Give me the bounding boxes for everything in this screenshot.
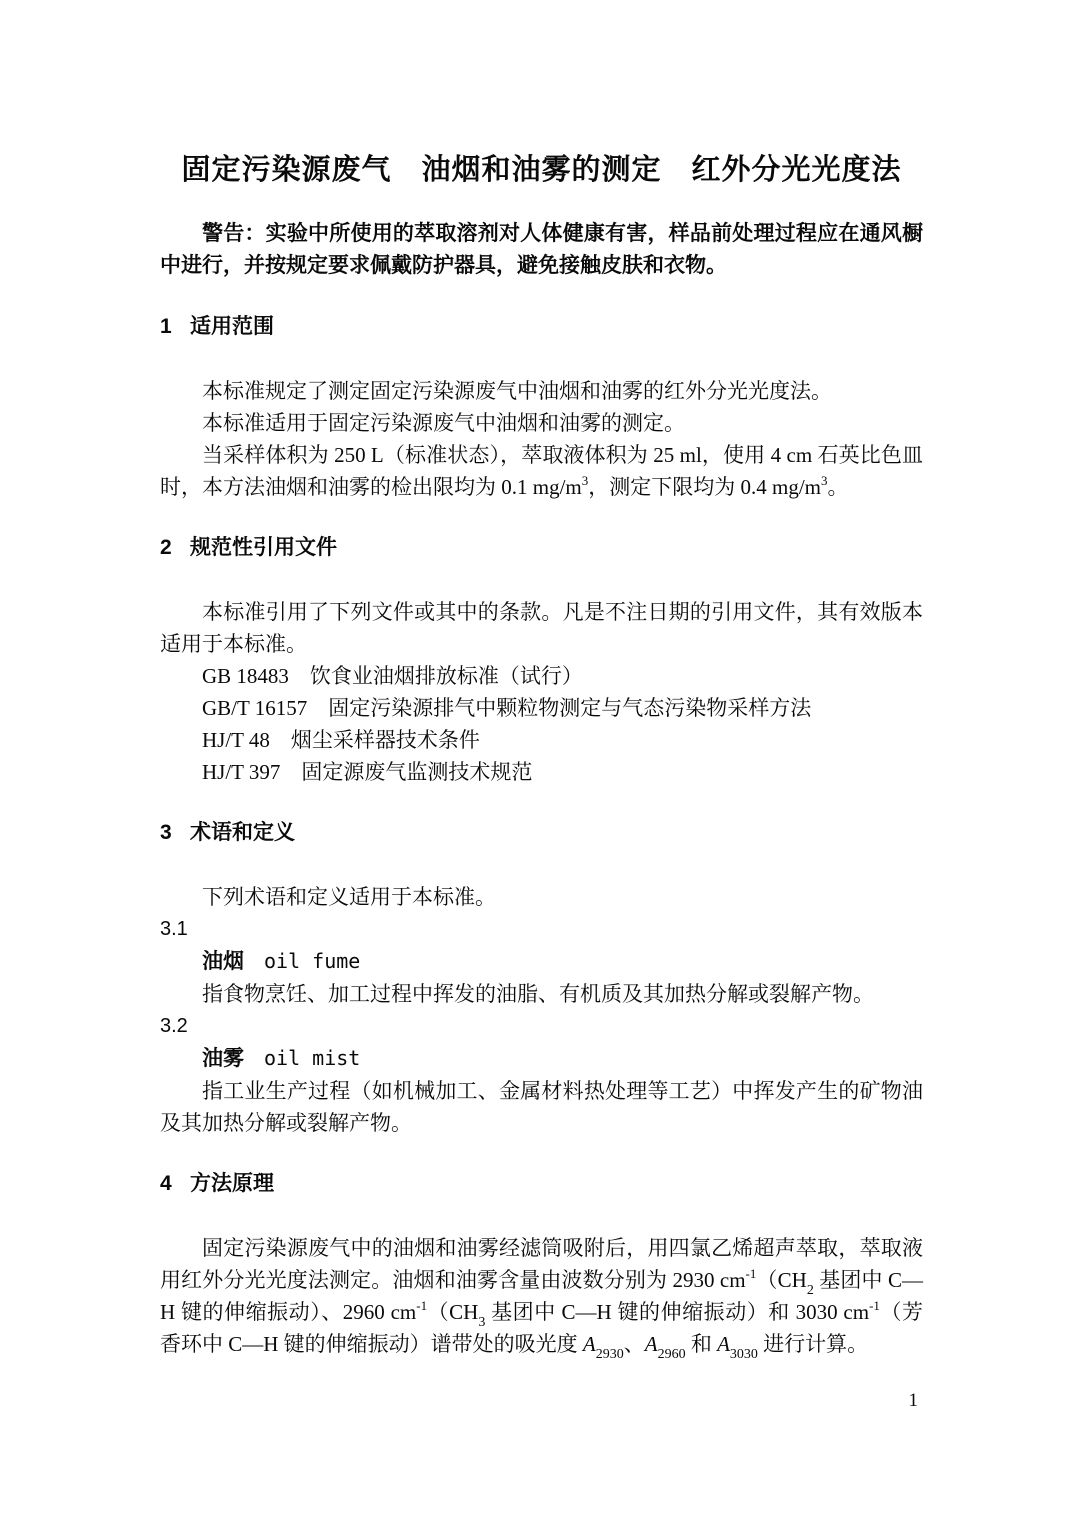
section-title: 方法原理 xyxy=(190,1172,274,1195)
term-english: oil fume xyxy=(264,949,361,973)
term-block-oil-fume xyxy=(160,913,923,1010)
paragraph-scope-2: 本标准适用于固定污染源废气中油烟和油雾的测定。 xyxy=(202,411,685,435)
section-terms-definitions xyxy=(160,817,923,1139)
section-title: 适用范围 xyxy=(190,315,274,338)
reference-item: HJ/T 48 烟尘采样器技术条件 xyxy=(202,728,480,752)
section-number: 1 xyxy=(160,315,172,338)
paragraph-terms-intro: 下列术语和定义适用于本标准。 xyxy=(202,885,496,909)
term-chinese: 油雾 xyxy=(202,1047,244,1070)
term-definition: 指工业生产过程（如机械加工、金属材料热处理等工艺）中挥发产生的矿物油及其加热分解或裂解产物。 xyxy=(160,1079,923,1135)
section-heading-references xyxy=(160,532,923,564)
section-heading-scope xyxy=(160,311,923,343)
paragraph-scope-1: 本标准规定了测定固定污染源废气中油烟和油雾的红外分光光度法。 xyxy=(202,379,832,403)
term-definition: 指食物烹饪、加工过程中挥发的油脂、有机质及其加热分解或裂解产物。 xyxy=(202,982,874,1006)
paragraph-references-intro: 本标准引用了下列文件或其中的条款。凡是不注日期的引用文件，其有效版本适用于本标准。 xyxy=(160,600,923,656)
paragraph-principle: 固定污染源废气中的油烟和油雾经滤筒吸附后，用四氯乙烯超声萃取，萃取液用红外分光光度法测定。油烟和油雾含量由波数分别为 2930 $cm^{-1}(CH_2$ 基团中 C—H 键的伸缩振动）、2960 $cm^{-1}(CH_3$ 基团中 C—H 键的伸缩振动）和 3030 $cm^{-1}$（芳香环中 C—H 键的伸缩振动）谱带处的吸光度 $A_{2930}$、$A_{2960}$ 和 $A_{3030}$ 进行计算。 xyxy=(160,1236,924,1363)
section-title: 规范性引用文件 xyxy=(190,536,337,559)
term-english: oil mist xyxy=(264,1046,361,1070)
section-title: 术语和定义 xyxy=(190,821,295,844)
term-line xyxy=(160,1042,923,1075)
section-normative-references xyxy=(160,532,923,788)
section-heading-principle xyxy=(160,1168,923,1200)
section-scope xyxy=(160,311,923,503)
term-line xyxy=(160,945,923,978)
section-number: 2 xyxy=(160,536,172,559)
section-method-principle xyxy=(160,1168,924,1363)
term-block-oil-mist xyxy=(160,1010,923,1139)
clause-number: 3.1 xyxy=(160,918,188,940)
section-number: 4 xyxy=(160,1172,172,1195)
document-title: 固定污染源废气 油烟和油雾的测定 红外分光光度法 xyxy=(181,154,902,186)
warning-paragraph: 警告：实验中所使用的萃取溶剂对人体健康有害，样品前处理过程应在通风橱中进行，并按规定要求佩戴防护器具，避免接触皮肤和衣物。 xyxy=(160,222,923,277)
section-heading-terms xyxy=(160,817,923,849)
term-chinese: 油烟 xyxy=(202,950,244,973)
section-number: 3 xyxy=(160,821,172,844)
reference-item: GB 18483 饮食业油烟排放标准（试行） xyxy=(202,664,583,688)
clause-number: 3.2 xyxy=(160,1015,188,1037)
page-number: 1 xyxy=(908,1390,918,1411)
reference-item: GB/T 16157 固定污染源排气中颗粒物测定与气态污染物采样方法 xyxy=(202,696,812,720)
paragraph-scope-3: 当采样体积为 250 L（标准状态），萃取液体积为 25 ml，使用 4 cm 石英比色皿时，本方法油烟和油雾的检出限均为 0.1 $mg/m^3$，测定下限均为 0.4 $mg/m^3$。 xyxy=(160,443,923,499)
reference-item: HJ/T 397 固定源废气监测技术规范 xyxy=(202,760,533,784)
